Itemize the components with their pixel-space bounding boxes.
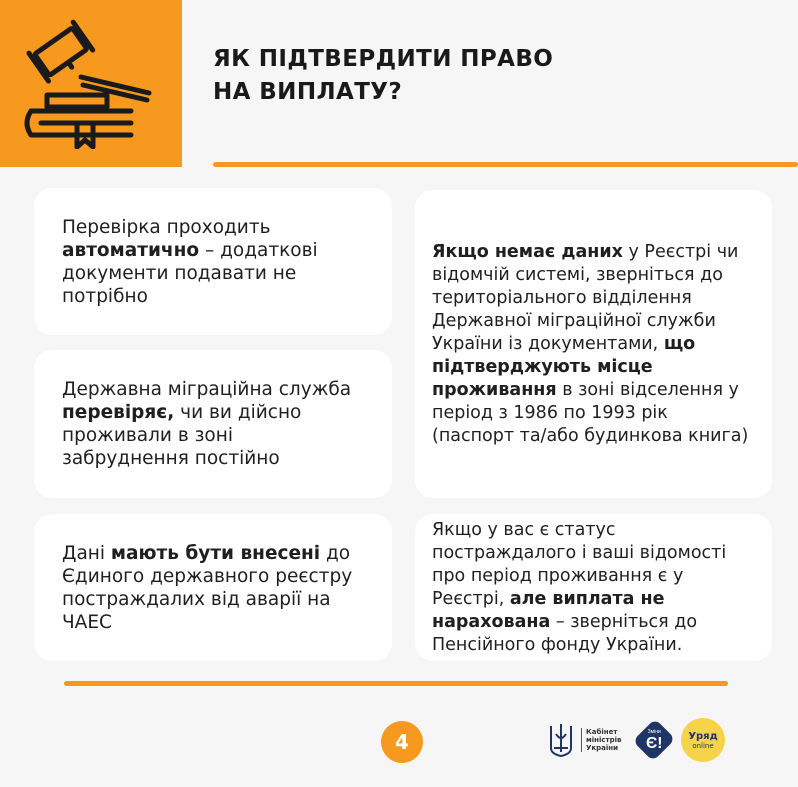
uryad-line-1: Уряд: [688, 730, 718, 742]
card-text: [62, 216, 364, 308]
zmini-big-text: Є!: [645, 733, 663, 752]
card-text-part: Якщо у вас є статус постраждалого і ваші відомості про період проживання є у Реєстрі,: [432, 519, 727, 609]
divider-bottom: [64, 681, 728, 686]
card-text-part: Перевірка проходить: [62, 216, 271, 238]
info-card-pension-fund: [415, 514, 772, 661]
card-text-part: до Єдиного державного реєстру постраждалих від аварії на ЧАЕС: [62, 542, 353, 633]
page-title: [213, 43, 633, 109]
uryad-line-2: online: [692, 741, 714, 750]
card-text-bold: перевіряє,: [62, 402, 175, 423]
cabinet-logo-text: [581, 728, 627, 752]
zmini-small-text: Зміни: [647, 729, 661, 735]
info-card-migration-check: [34, 350, 392, 498]
info-card-registry: [34, 514, 392, 661]
info-card-no-data: [415, 190, 772, 498]
card-text-bold: мають бути внесені: [110, 542, 321, 564]
card-text-part: Дані: [62, 542, 111, 564]
trident-icon: [548, 722, 574, 758]
card-text: [432, 241, 755, 448]
title-line-1: ЯК ПІДТВЕРДИТИ ПРАВО: [213, 46, 554, 72]
card-text-part: Державна міграційна служба: [62, 379, 352, 400]
footer-logos: [548, 718, 725, 762]
card-text-part: у Реєстрі чи відомчій системі, зверніться до територіального відділення Державної міграційної служби України із документами,: [432, 241, 739, 354]
divider-top: [213, 162, 798, 167]
uryad-online-logo: [681, 718, 725, 762]
card-text-bold: але виплата не нарахована: [432, 588, 665, 632]
card-text-bold: автоматично: [62, 239, 200, 261]
cabinet-line-1: Кабінет: [586, 728, 618, 736]
card-text-part: чи ви дійсно проживали в зоні забруднення постійно: [62, 402, 302, 469]
info-card-automatic: [34, 188, 392, 335]
hero-icon-box: [0, 0, 182, 167]
card-text-bold: Якщо немає даних: [432, 241, 623, 262]
title-line-2: НА ВИПЛАТУ?: [213, 79, 403, 105]
card-text: [62, 542, 364, 634]
card-text-bold: що підтверджують місце проживання: [432, 333, 696, 400]
page-number-badge: 4: [381, 721, 423, 763]
card-text: [432, 519, 755, 657]
cabinet-line-2: міністрів: [586, 736, 622, 744]
card-text-part: в зоні відселення у період з 1986 по 1993 рік (паспорт та/або будинкова книга): [432, 379, 749, 446]
card-text-part: – зверніться до Пенсійного фонду України.: [432, 611, 698, 655]
gavel-on-book-icon: [21, 19, 161, 149]
cabinet-line-3: України: [586, 744, 619, 752]
zmini-logo: [633, 719, 676, 762]
card-text-part: – додаткові документи подавати не потрібно: [62, 239, 318, 307]
card-text: [62, 378, 364, 470]
